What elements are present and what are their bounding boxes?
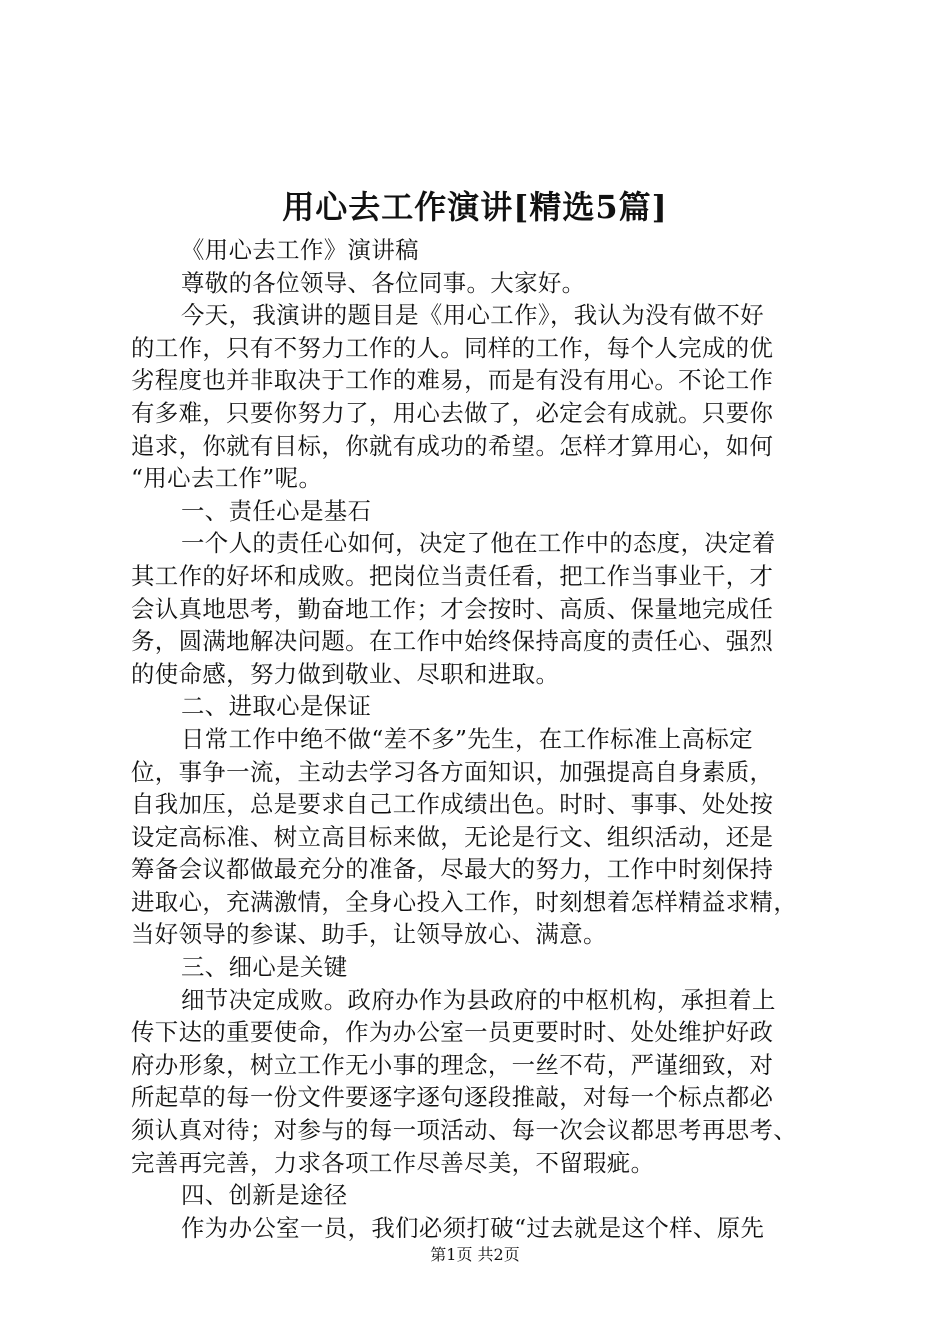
section-heading: 二、进取心是保证 — [181, 692, 372, 721]
section-heading: 四、创新是途径 — [181, 1181, 348, 1210]
text-line: 《用心去工作》演讲稿 — [181, 236, 419, 264]
text-line: 须认真对待；对参与的每一项活动、每一次会议都思考再思考、 — [131, 1116, 798, 1145]
text-line: 所起草的每一份文件要逐字逐句逐段推敲，对每一个标点都必 — [131, 1083, 774, 1112]
text-line: 务，圆满地解决问题。在工作中始终保持高度的责任心、强烈 — [131, 627, 774, 656]
text-line: 尊敬的各位领导、各位同事。大家好。 — [181, 268, 586, 297]
page-number-footer: 第1页 共2页 — [430, 1245, 520, 1264]
text-line: 作为办公室一员，我们必须打破“过去就是这个样、原先 — [181, 1213, 765, 1242]
document-title: 用心去工作演讲[精选5篇] — [282, 188, 668, 226]
section-heading: 三、细心是关键 — [181, 953, 348, 982]
text-line: 府办形象，树立工作无小事的理念，一丝不苟，严谨细致，对 — [131, 1050, 774, 1079]
text-line: 设定高标准、树立高目标来做，无论是行文、组织活动，还是 — [131, 822, 774, 851]
text-line: 其工作的好坏和成败。把岗位当责任看，把工作当事业干，才 — [131, 561, 774, 590]
text-line: 当好领导的参谋、助手，让领导放心、满意。 — [131, 920, 607, 949]
document-body — [131, 234, 831, 1244]
text-line: 今天，我演讲的题目是《用心工作》，我认为没有做不好 — [181, 301, 765, 330]
text-line: 传下达的重要使命，作为办公室一员更要时时、处处维护好政 — [131, 1018, 774, 1047]
text-line: 劣程度也并非取决于工作的难易，而是有没有用心。不论工作 — [131, 366, 774, 395]
text-line: 有多难，只要你努力了，用心去做了，必定会有成就。只要你 — [131, 398, 774, 427]
text-line: 位，事争一流，主动去学习各方面知识，加强提高自身素质， — [131, 757, 774, 786]
section-heading: 一、责任心是基石 — [181, 496, 372, 525]
text-line: 一个人的责任心如何，决定了他在工作中的态度，决定着 — [181, 529, 776, 558]
text-line: “用心去工作”呢。 — [131, 464, 323, 493]
text-line: 完善再完善，力求各项工作尽善尽美，不留瑕疵。 — [131, 1148, 655, 1177]
text-line: 筹备会议都做最充分的准备，尽最大的努力，工作中时刻保持 — [131, 855, 774, 884]
text-line: 的工作，只有不努力工作的人。同样的工作，每个人完成的优 — [131, 333, 774, 362]
text-line: 自我加压，总是要求自己工作成绩出色。时时、事事、处处按 — [131, 790, 774, 819]
text-line: 会认真地思考，勤奋地工作；才会按时、高质、保量地完成任 — [131, 594, 774, 623]
text-line: 追求，你就有目标，你就有成功的希望。怎样才算用心，如何 — [131, 431, 774, 460]
text-line: 的使命感，努力做到敬业、尽职和进取。 — [131, 659, 560, 688]
text-line: 进取心，充满激情，全身心投入工作，时刻想着怎样精益求精， — [131, 887, 798, 916]
text-line: 日常工作中绝不做“差不多”先生，在工作标准上高标定 — [181, 724, 753, 753]
text-line: 细节决定成败。政府办作为县政府的中枢机构，承担着上 — [181, 985, 776, 1014]
